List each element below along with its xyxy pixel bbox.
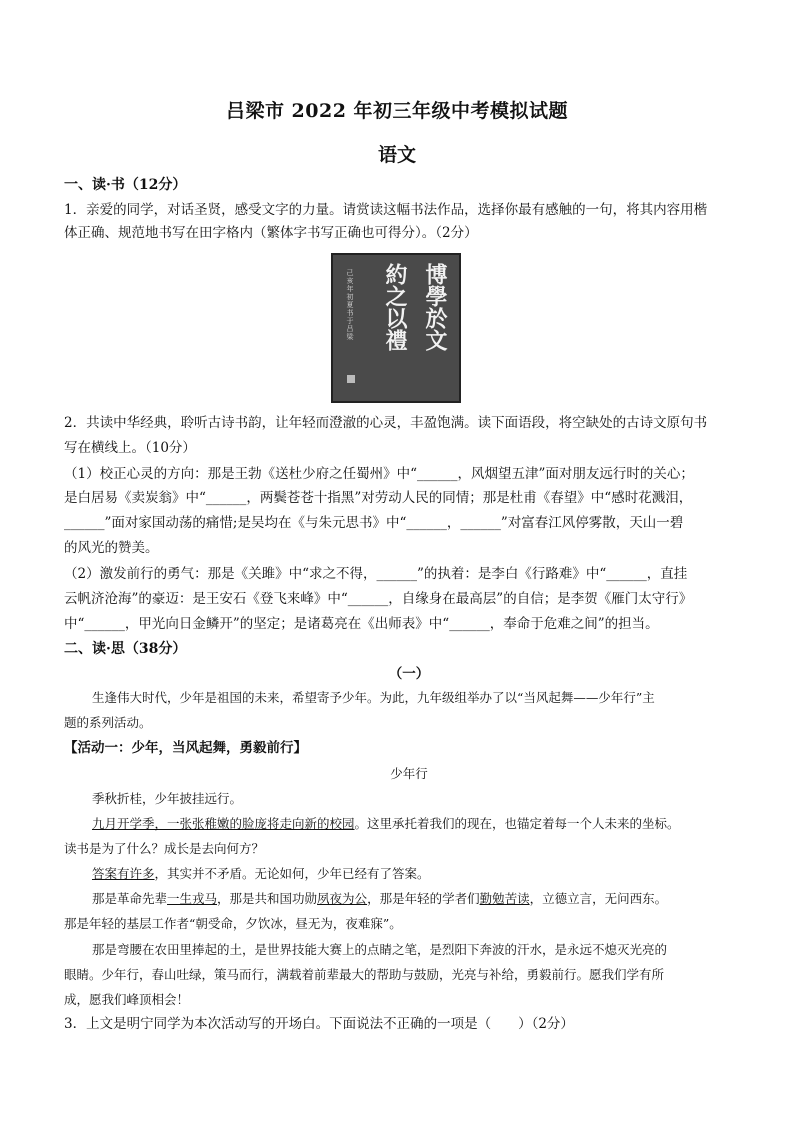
poem-line: [92, 812, 754, 836]
subject-title: 语文: [377, 144, 416, 166]
underlined-phrase: 九月开学季，一张张稚嫩的脸庞将走向新的校园: [92, 816, 355, 831]
calligraphy-image: [331, 253, 461, 403]
q2-line: 中“______，甲光向日金鳞开”的坚定；是诸葛亮在《出师表》中“______，奉命于危难之间”的担当。: [64, 616, 659, 632]
poem-text: 那是革命先辈: [92, 891, 168, 906]
underlined-phrase: 一生戎马: [167, 891, 218, 906]
q2-line: ______”面对家国动荡的痛惜;是吴均在《与朱元思书》中“______，______”对富春江风停雾散，天山一碧: [64, 515, 684, 531]
poem-line: 成，愿我们峰顶相会！: [64, 992, 190, 1007]
q2-line: 写在横线上。（10分）: [64, 440, 196, 456]
poem-line: 那是弯腰在农田里捧起的土，是世界技能大赛上的点睛之笔，是烈阳下奔波的汗水，是永远不熄灭光亮的: [92, 942, 668, 957]
intro-line: 题的系列活动。: [64, 715, 152, 730]
intro-line: 生逢伟大时代，少年是祖国的未来，希望寄予少年。为此，九年级组举办了以“当风起舞——少年行”主: [92, 690, 655, 705]
q2-line: 是白居易《卖炭翁》中“______，两鬓苍苍十指黑”对劳动人民的同情；那是杜甫《春望》中“感时花溅泪，: [64, 490, 693, 506]
q2-line: 的风光的赞美。: [64, 540, 159, 556]
page-title: 吕梁市 2022 年初三年级中考模拟试题: [225, 100, 569, 122]
q1-line: 体正确、规范地书写在田字格内（繁体字书写正确也可得分）。（2分）: [64, 225, 478, 241]
calligraphy-column: 博學於文: [422, 263, 448, 351]
q2-line: 2．共读中华经典，聆听古诗书韵，让年轻而澄澈的心灵，丰盈饱满。读下面语段，将空缺处的古诗文原句书: [64, 415, 708, 431]
poem-line: 读书是为了什么？成长是去向何方？: [64, 841, 265, 856]
poem-text: ，那是共和国功勋: [217, 891, 318, 906]
underlined-phrase: 夙夜为公: [317, 891, 368, 906]
poem-text: ，那是年轻的学者们: [367, 891, 480, 906]
section-heading-2: 二、读·思（38分）: [64, 641, 187, 657]
q2-line: （2）激发前行的勇气：那是《关雎》中“求之不得，______”的执着：是李白《行路难》中“______，直挂: [64, 566, 688, 582]
calligraphy-signature: 己亥年初夏书于吕梁: [346, 269, 354, 341]
underlined-phrase: 答案有许多: [92, 866, 155, 881]
poem-line: 那是年轻的基层工作者“朝受命，夕饮冰，昼无为，夜难寐”。: [64, 916, 402, 931]
section-heading-1: 一、读·书（12分）: [64, 177, 187, 193]
seal-stamp: [347, 375, 355, 383]
poem-title: 少年行: [390, 766, 428, 781]
q3-line: 3．上文是明宁同学为本次活动写的开场白。下面说法不正确的一项是（ ）（2分）: [64, 1016, 574, 1032]
poem-line: 眼睛。少年行，春山吐绿，策马而行，满载着前辈最大的帮助与鼓励，光亮与补给，勇毅前行。愿我们学有所: [64, 967, 665, 982]
poem-text: 。这里承托着我们的现在，也锚定着每一个人未来的坐标。: [354, 816, 680, 831]
poem-line: [92, 887, 754, 911]
poem-line: 季秋折桂，少年披挂远行。: [92, 791, 243, 806]
underlined-phrase: 勤勉苦读: [479, 891, 530, 906]
q2-line: （1）校正心灵的方向：那是王勃《送杜少府之任蜀州》中“______，风烟望五津”面对朋友远行时的关心；: [64, 466, 694, 482]
poem-text: ，立德立言，无问西东。: [529, 891, 668, 906]
calligraphy-column: 約之以禮: [382, 263, 408, 351]
part-number: （一）: [388, 666, 430, 682]
poem-text: ，其实并不矛盾。无论如何，少年已经有了答案。: [154, 866, 430, 881]
poem-line: [92, 862, 754, 886]
q2-line: 云帆济沧海”的豪迈：是王安石《登飞来峰》中“______，自缘身在最高层”的自信；是李贺《雁门太守行》: [64, 591, 693, 607]
activity-heading: 【活动一：少年，当风起舞，勇毅前行】: [64, 740, 307, 756]
q1-line: 1．亲爱的同学，对话圣贤，感受文字的力量。请赏读这幅书法作品，选择你最有感触的一句，将其内容用楷: [64, 202, 708, 218]
